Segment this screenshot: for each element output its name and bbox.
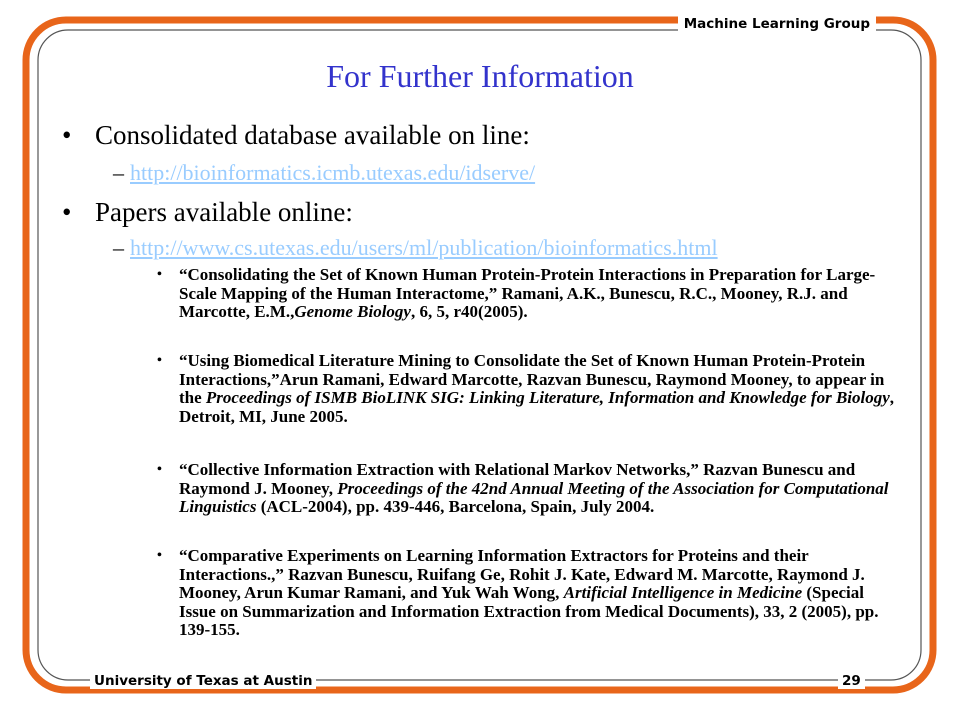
slide-title: For Further Information <box>326 58 634 94</box>
bullet-dot: • <box>62 120 72 150</box>
page-number: 29 <box>838 673 865 689</box>
reference-details: , 6, 5, r40(2005). <box>410 302 528 321</box>
bullet-dot: • <box>157 267 162 282</box>
reference-venue: Proceedings of ISMB BioLINK SIG: Linking Literature, Information and Knowledge for Biology <box>205 388 890 407</box>
dash-marker: – <box>113 235 124 260</box>
papers-link[interactable]: http://www.cs.utexas.edu/users/ml/publication/bioinformatics.html <box>130 235 718 260</box>
reference-item <box>157 352 897 426</box>
reference-item <box>157 266 897 322</box>
reference-venue: Proceedings of the 42nd Annual Meeting of the Association for Computational Linguistics <box>179 478 889 516</box>
reference-details: (ACL-2004), pp. 439-446, Barcelona, Spain, July 2004. <box>260 497 655 516</box>
reference-text: “Comparative Experiments on Learning Information Extractors for Proteins and their Interactions.,” Razvan Bunescu, Ruifang Ge, Rohit J. Kate, Edward M. Marcotte, Raymond J. Mooney, Arun Kumar Ramani, and Yuk Wah Wong, <box>179 546 865 602</box>
header-group-label: Machine Learning Group <box>678 16 876 32</box>
reference-item <box>157 461 897 517</box>
bullet-dot: • <box>157 353 162 368</box>
bullet-text: Consolidated database available on line: <box>95 120 530 150</box>
reference-venue: Genome Biology <box>294 302 411 321</box>
reference-item <box>157 547 897 640</box>
reference-details: , Detroit, MI, June 2005. <box>179 388 895 426</box>
reference-venue: Artificial Intelligence in Medicine <box>563 583 803 602</box>
dash-marker: – <box>113 160 124 185</box>
bullet-dot: • <box>62 197 72 227</box>
bullet-text: Papers available online: <box>95 197 353 227</box>
reference-text: “Collective Information Extraction with Relational Markov Networks,” Razvan Bunescu and Raymond J. Mooney, <box>179 460 856 498</box>
sub-bullet-papers-link <box>113 235 718 261</box>
reference-details: (Special Issue on Summarization and Information Extraction from Medical Documents), 33, 2 (2005), pp. 139-155. <box>179 583 879 639</box>
sub-bullet-database-link <box>113 160 535 186</box>
bullet-dot: • <box>157 462 162 477</box>
reference-text: “Using Biomedical Literature Mining to Consolidate the Set of Known Human Protein-Protein Interactions,”Arun Ramani, Edward Marcotte, Razvan Bunescu, Raymond Mooney, to appear in the <box>179 351 885 407</box>
reference-text: “Consolidating the Set of Known Human Protein-Protein Interactions in Preparation for Large-Scale Mapping of the Human Interactome,” Ramani, A.K., Bunescu, R.C., Mooney, R.J. and Marcotte, E.M., <box>179 265 876 321</box>
database-link[interactable]: http://bioinformatics.icmb.utexas.edu/idserve/ <box>130 160 536 185</box>
bullet-dot: • <box>157 548 162 563</box>
footer-university: University of Texas at Austin <box>90 673 316 689</box>
